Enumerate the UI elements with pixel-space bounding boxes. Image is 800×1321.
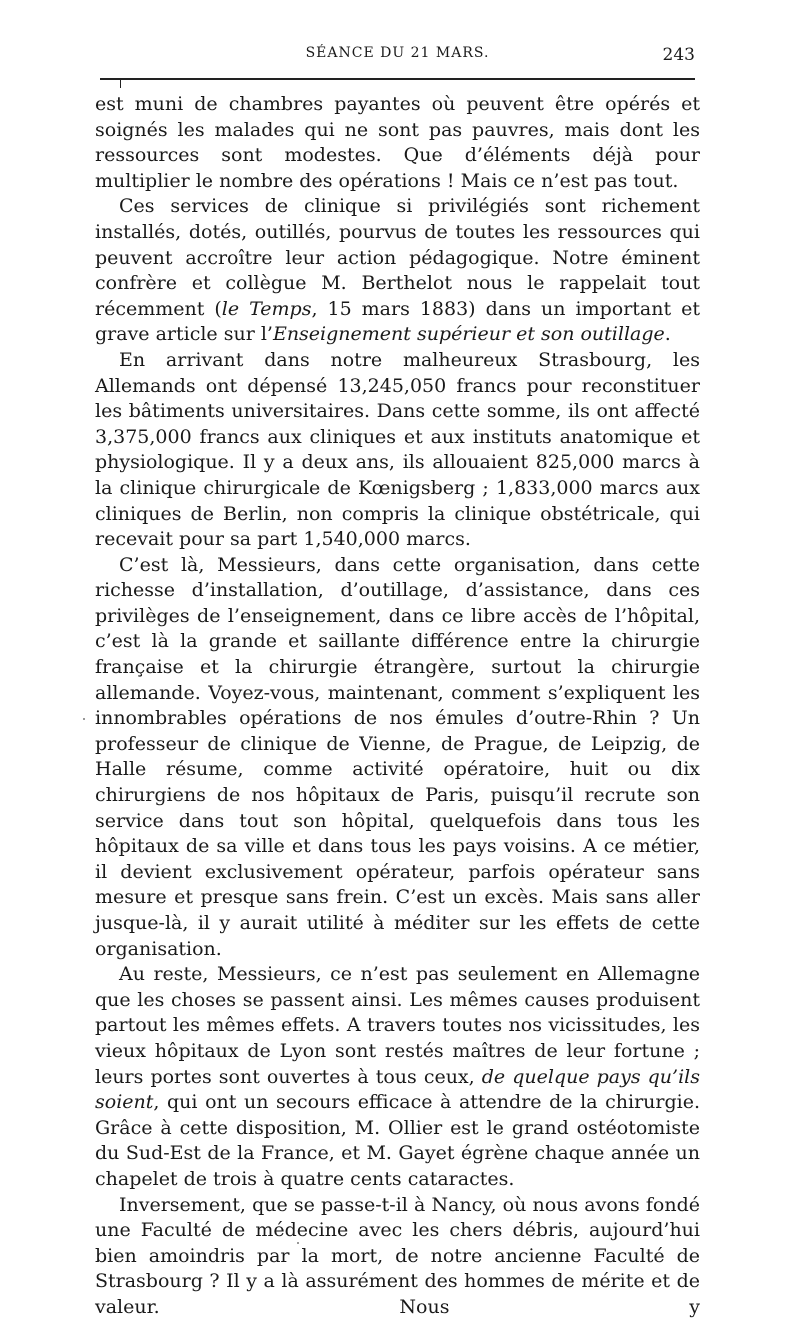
paragraph-text: Inversement, que se passe-t-il à Nancy, où nous avons fondé une Faculté de médecine avec les chers débris, aujourd’hui bien amoindris par la mort, de notre ancienne Faculté de Strasbourg ? Il y a là assurément des hommes de mérite et de valeur. Nous y — [95, 1193, 700, 1318]
print-speck — [297, 1242, 299, 1244]
paragraph-text: Au reste, Messieurs, ce n’est pas seulement en Allemagne que les choses se passent ainsi. Les mêmes causes produisent partout les mêmes effets. A travers toutes nos vicissitudes, les vieux hôpitaux de Lyon sont restés maîtres de leur fortune ; leurs portes sont ouvertes à tous ceux, — [95, 963, 700, 1088]
paragraph — [95, 1193, 700, 1321]
paragraph — [95, 92, 700, 194]
running-title: SÉANCE DU 21 MARS. — [305, 45, 490, 61]
body-text — [95, 92, 700, 1321]
paragraph — [95, 194, 700, 348]
paragraph-text: , qui ont un secours efficace à attendre de la chirurgie. Grâce à cette disposition, M. Ollier est le grand ostéotomiste du Sud-Est de la France, et M. Gayet égrène chaque année un chapelet de trois à quatre cents cataractes. — [95, 1091, 700, 1190]
paragraph-text: Ces services de clinique si privilégiés sont richement installés, dotés, outillés, pourvus de toutes les ressources qui peuvent accroître leur action pédagogique. Notre éminent confrère et collègue M. Berthelot nous le rappelait tout récemment ( — [95, 195, 700, 320]
italic-text: le Temps — [221, 297, 312, 320]
italic-text: Enseignement supérieur et son outillage — [272, 323, 665, 346]
page-number: 243 — [662, 45, 695, 65]
paragraph-text: est muni de chambres payantes où peuvent être opérés et soignés les malades qui ne sont pas pauvres, mais dont les ressources sont modestes. Que d’éléments déjà pour multiplier le nombre des opérations ! Mais ce n’est pas tout. — [95, 93, 700, 192]
paragraph — [95, 348, 700, 553]
header-rule — [100, 78, 695, 80]
paragraph-text: En arrivant dans notre malheureux Strasbourg, les Allemands ont dépensé 13,245,050 francs pour reconstituer les bâtiments universitaires. Dans cette somme, ils ont affecté 3,375,000 francs aux cliniques et aux instituts anatomique et physiologique. Il y a deux ans, ils allouaient 825,000 marcs à la clinique chirurgicale de Kœnigsberg ; 1,833,000 marcs aux cliniques de Berlin, non compris la clinique obstétricale, qui recevait pour sa part 1,540,000 marcs. — [95, 348, 700, 551]
paragraph-text: , 15 mars 1883) dans un important et grave article sur l’ — [95, 297, 700, 346]
italic-text: de quelque pays qu’ils soient — [95, 1065, 700, 1114]
header-rule-tick — [120, 78, 121, 88]
paragraph — [95, 553, 700, 963]
page-header — [100, 45, 695, 73]
paragraph-text: C’est là, Messieurs, dans cette organisation, dans cette richesse d’installation, d’outillage, d’assistance, dans ces privilèges de l’enseignement, dans ce libre accès de l’hôpital, c’est là la grande et saillante différence entre la chirurgie française et la chirurgie étrangère, surtout la chirurgie allemande. Voyez-vous, maintenant, comment s’expliquent les innombrables opérations de nos émules d’outre-Rhin ? Un professeur de clinique de Vienne, de Prague, de Leipzig, de Halle résume, comme activité opératoire, huit ou dix chirurgiens de nos hôpitaux de Paris, puisqu’il recrute son service dans tout son hôpital, quelquefois dans tous les hôpitaux de sa ville et dans tous les pays voisins. A ce métier, il devient exclusivement opérateur, parfois opérateur sans mesure et presque sans frein. C’est un excès. Mais sans aller jusque-là, il y aurait utilité à méditer sur les effets de cette organisation. — [95, 553, 700, 960]
print-speck — [83, 718, 85, 720]
paragraph — [95, 962, 700, 1192]
paragraph-text: . — [664, 323, 671, 346]
